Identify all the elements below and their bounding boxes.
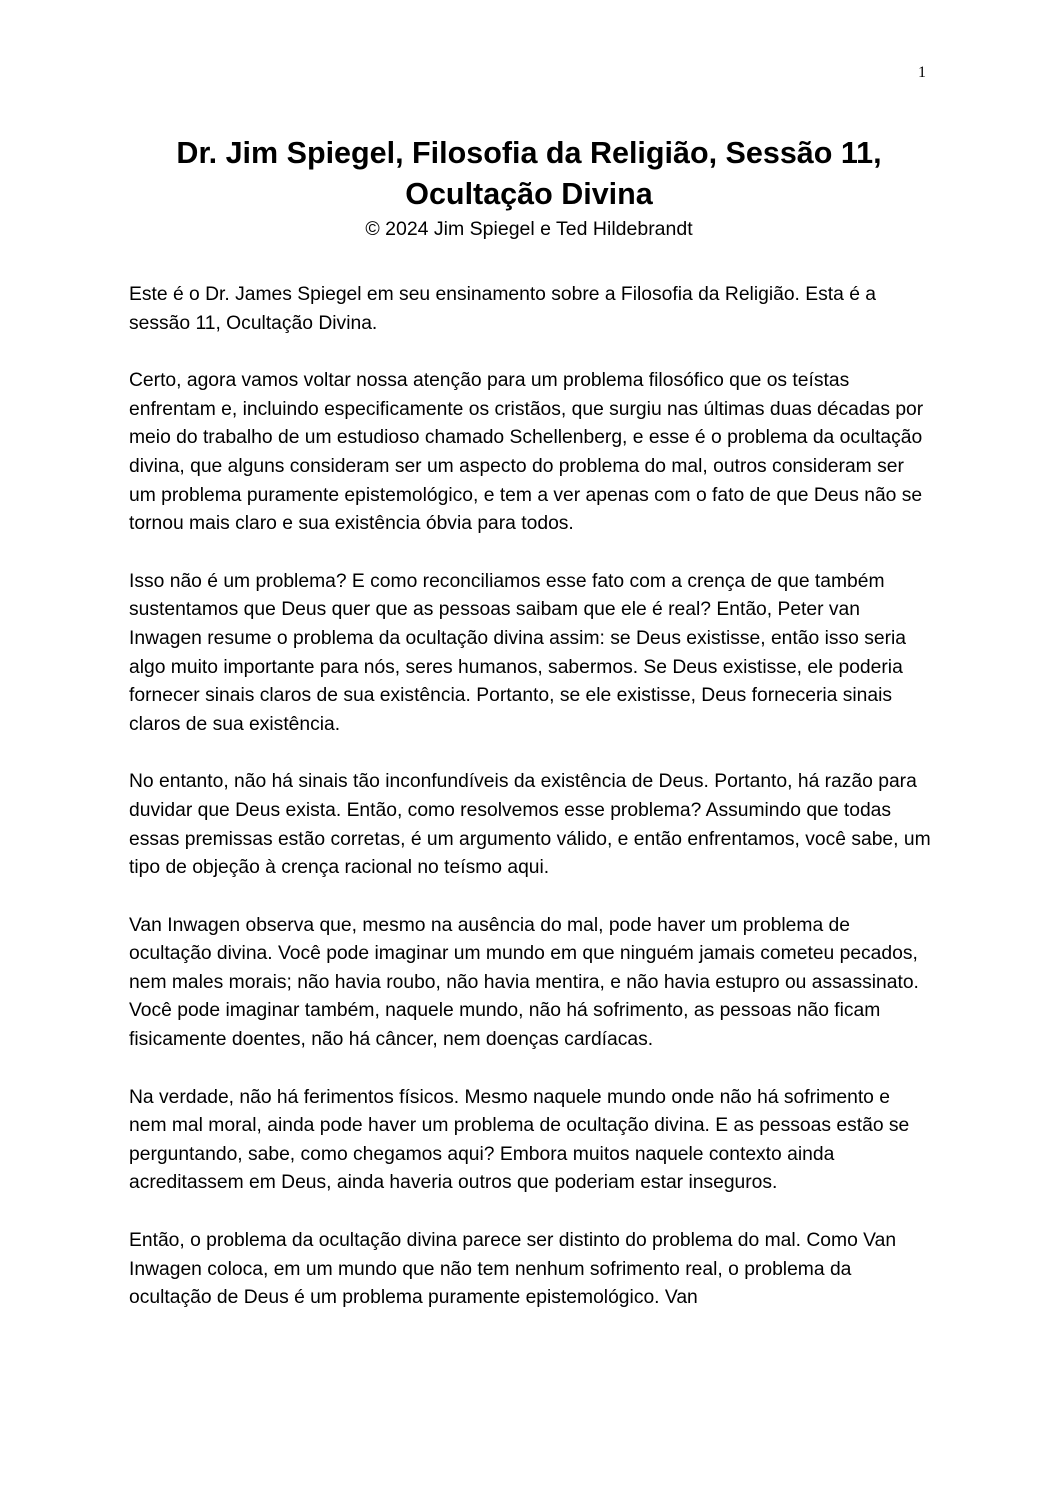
title-line-2: Ocultação Divina [405, 177, 653, 211]
copyright-notice: © 2024 Jim Spiegel e Ted Hildebrandt [365, 218, 693, 240]
paragraph: Isso não é um problema? E como reconciliamos esse fato com a crença de que também sustentamos que Deus quer que as pessoas saibam que ele é real? Então, Peter van Inwagen resume o problema da ocultação divina assim: se Deus existisse, então isso seria algo muito importante para nós, seres humanos, sabermos. Se Deus existisse, ele poderia fornecer sinais claros de sua existência. Portanto, se ele existisse, Deus forneceria sinais claros de sua existência. [129, 570, 907, 735]
page-number: 1 [918, 64, 926, 81]
title-line-1: Dr. Jim Spiegel, Filosofia da Religião, Sessão 11, [176, 136, 882, 170]
paragraph: Van Inwagen observa que, mesmo na ausência do mal, pode haver um problema de ocultação divina. Você pode imaginar um mundo em que ninguém jamais cometeu pecados, nem males morais; não havia roubo, não havia mentira, e não havia estupro ou assassinato. Você pode imaginar também, naquele mundo, não há sofrimento, as pessoas não ficam fisicamente doentes, não há câncer, nem doenças cardíacas. [129, 914, 919, 1051]
paragraph: Na verdade, não há ferimentos físicos. Mesmo naquele mundo onde não há sofrimento e nem mal moral, ainda pode haver um problema de ocultação divina. E as pessoas estão se perguntando, sabe, como chegamos aqui? Embora muitos naquele contexto ainda acreditassem em Deus, ainda haveria outros que poderiam estar inseguros. [129, 1086, 910, 1194]
paragraph: No entanto, não há sinais tão inconfundíveis da existência de Deus. Portanto, há razão para duvidar que Deus exista. Então, como resolvemos esse problema? Assumindo que todas essas premissas estão corretas, é um argumento válido, e então enfrentamos, você sabe, um tipo de objeção à crença racional no teísmo aqui. [129, 771, 931, 879]
body-text [129, 281, 932, 1342]
title-block [100, 133, 958, 243]
document-title [100, 133, 958, 215]
paragraph: Este é o Dr. James Spiegel em seu ensinamento sobre a Filosofia da Religião. Esta é a sessão 11, Ocultação Divina. [129, 284, 877, 334]
paragraph: Então, o problema da ocultação divina parece ser distinto do problema do mal. Como Van Inwagen coloca, em um mundo que não tem nenhum sofrimento real, o problema da ocultação de Deus é um problema puramente epistemológico. Van [129, 1230, 897, 1309]
paragraph: Certo, agora vamos voltar nossa atenção para um problema filosófico que os teístas enfrentam e, incluindo especificamente os cristãos, que surgiu nas últimas duas décadas por meio do trabalho de um estudioso chamado Schellenberg, e esse é o problema da ocultação divina, que alguns consideram ser um aspecto do problema do mal, outros consideram ser um problema puramente epistemológico, e tem a ver apenas com o fato de que Deus não se tornou mais claro e sua existência óbvia para todos. [129, 370, 924, 535]
